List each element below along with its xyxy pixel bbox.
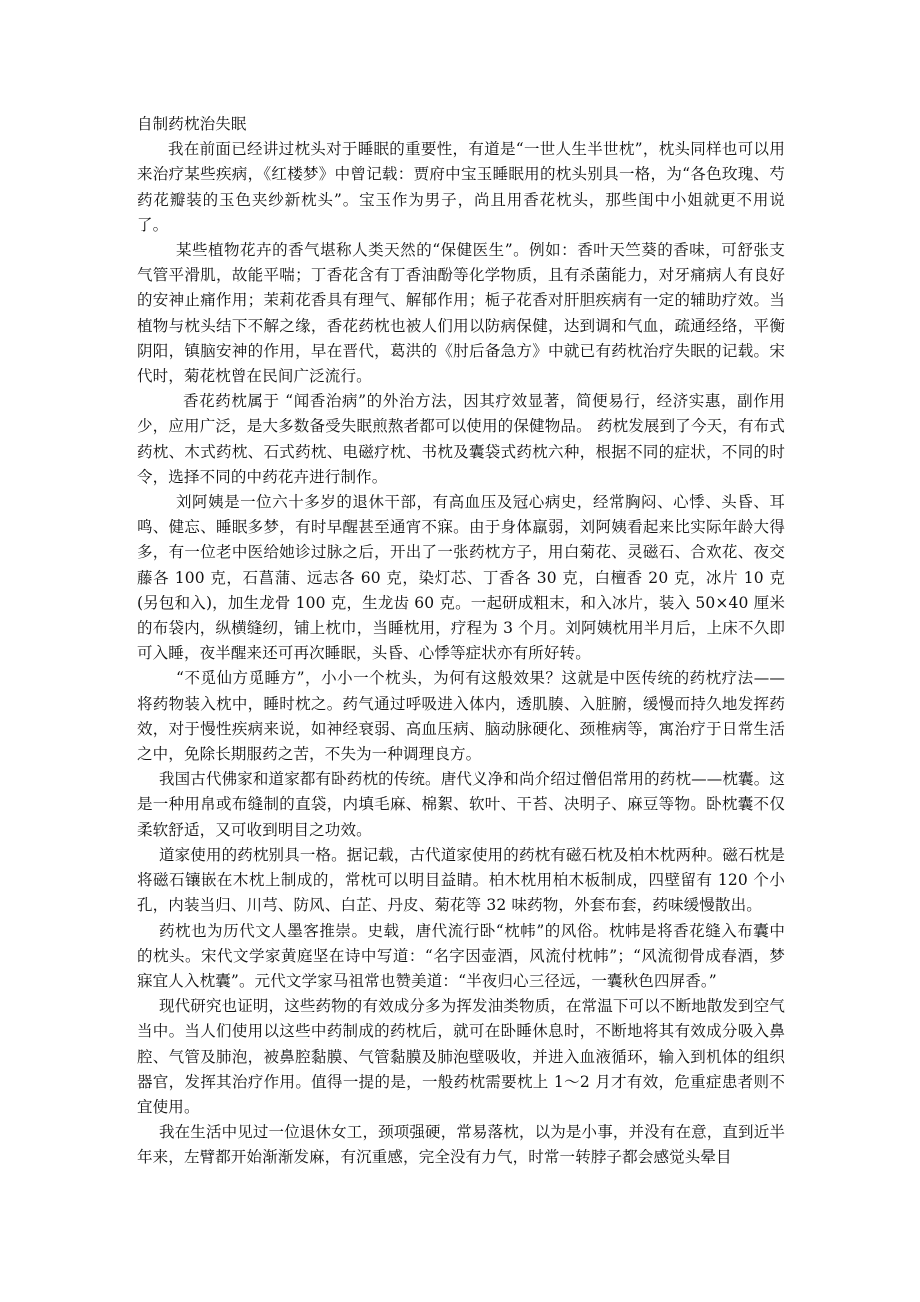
paragraph-plant-fragrance: 某些植物花卉的香气堪称人类天然的“保健医生”。例如：香叶天竺葵的香味，可舒张支气管平滑肌，故能平喘；丁香花含有丁香油酚等化学物质，且有杀菌能力，对牙痛病人有良好的安神止痛作用；茉莉花香具有理气、解郁作用；栀子花香对肝胆疾病有一定的辅助疗效。当植物与枕头结下不解之缘，香花药枕也被人们用以防病保健，达到调和气血，疏通经络，平衡阴阳，镇脑安神的作用，早在晋代，葛洪的《肘后备急方》中就已有药枕治疗失眠的记载。宋代时，菊花枕曾在民间广泛流行。: [137, 241, 785, 386]
document-title: 自制药枕治失眠: [137, 115, 247, 133]
paragraph-retired-worker-case: 我在生活中见过一位退休女工，颈项强硬，常易落枕，以为是小事，并没有在意，直到近半年来，左臂都开始渐渐发麻，有沉重感，完全没有力气，时常一转脖子都会感觉头晕目: [137, 1123, 786, 1167]
paragraph-literati-pillows: 药枕也为历代文人墨客推崇。史载，唐代流行卧“枕帏”的风俗。枕帏是将香花缝入布囊中的枕头。宋代文学家黄庭坚在诗中写道：“名字因壶酒，风流付枕帏”；“风流彻骨成春酒，梦寐宜人入枕囊”。元代文学家马祖常也赞美道：“半夜归心三径远，一囊秋色四屏香。”: [137, 921, 785, 990]
paragraph-taoist-pillows: 道家使用的药枕别具一格。据记载，古代道家使用的药枕有磁石枕及柏木枕两种。磁石枕是将磁石镶嵌在木枕上制成的，常枕可以明目益睛。柏木枕用柏木板制成，四壁留有 120 个小孔，内装当归、川芎、防风、白芷、丹皮、菊花等 32 味药物，外套布套，药味缓慢散出。: [137, 845, 786, 915]
paragraph-scented-pillow-method: 香花药枕属于 “闻香治病”的外治方法，因其疗效显著，简便易行，经济实惠，副作用少，应用广泛，是大多数备受失眠煎熬者都可以使用的保健物品。 药枕发展到了今天，有布式药枕、木式药枕、石式药枕、电磁疗枕、书枕及囊袋式药枕六种，根据不同的症状，不同的时令，选择不同的中药花卉进行制作。: [137, 392, 785, 486]
paragraph-modern-research: 现代研究也证明，这些药物的有效成分多为挥发油类物质，在常温下可以不断地散发到空气当中。当人们使用以这些中药制成的药枕后，就可在卧睡休息时，不断地将其有效成分吸入鼻腔、气管及肺泡，被鼻腔黏膜、气管黏膜及肺泡壁吸收，并进入血液循环，输入到机体的组织器官，发挥其治疗作用。值得一提的是，一般药枕需要枕上 1～2 月才有效，危重症患者则不宜使用。: [137, 997, 786, 1116]
paragraph-auntie-liu-case: 刘阿姨是一位六十多岁的退休干部，有高血压及冠心病史，经常胸闷、心悸、头昏、耳鸣、健忘、睡眠多梦，有时早醒甚至通宵不寐。由于身体羸弱，刘阿姨看起来比实际年龄大得多，有一位老中医给她诊过脉之后，开出了一张药枕方子，用白菊花、灵磁石、合欢花、夜交藤各 100 克，石菖蒲、远志各 60 克，染灯芯、丁香各 30 克，白檀香 20 克，冰片 10 克(另包和入)，加生龙骨 100 克，生龙齿 60 克。一起研成粗末，和入冰片，装入 50×40 厘米的布袋内，纵横缝纫，铺上枕巾，当睡枕用，疗程为 3 个月。刘阿姨枕用半月后，上床不久即可入睡，夜半醒来还可再次睡眠，头昏、心悸等症状亦有所好转。: [137, 493, 785, 663]
paragraph-buddhist-taoist-tradition: 我国古代佛家和道家都有卧药枕的传统。唐代义净和尚介绍过僧侣常用的药枕——枕囊。这是一种用帛或布缝制的直袋，内填毛麻、棉絮、软叶、干苔、决明子、麻豆等物。卧枕囊不仅柔软舒适，又可收到明目之功效。: [137, 770, 786, 839]
document-page: [137, 112, 785, 1171]
paragraph-sleep-recipe: “不觅仙方觅睡方”，小小一个枕头，为何有这般效果？这就是中医传统的药枕疗法——将药物装入枕中，睡时枕之。药气通过呼吸进入体内，透肌腠、入脏腑，缓慢而持久地发挥药效，对于慢性疾病来说，如神经衰弱、高血压病、脑动脉硬化、颈椎病等，寓治疗于日常生活之中，免除长期服药之苦，不失为一种调理良方。: [137, 669, 785, 764]
paragraph-pillow-importance: 我在前面已经讲过枕头对于睡眠的重要性，有道是“一世人生半世枕”，枕头同样也可以用来治疗某些疾病，《红楼梦》中曾记载：贾府中宝玉睡眠用的枕头别具一格，为“各色玫瑰、芍药花瓣装的玉色夹纱新枕头”。宝玉作为男子，尚且用香花枕头，那些闺中小姐就更不用说了。: [137, 140, 785, 234]
